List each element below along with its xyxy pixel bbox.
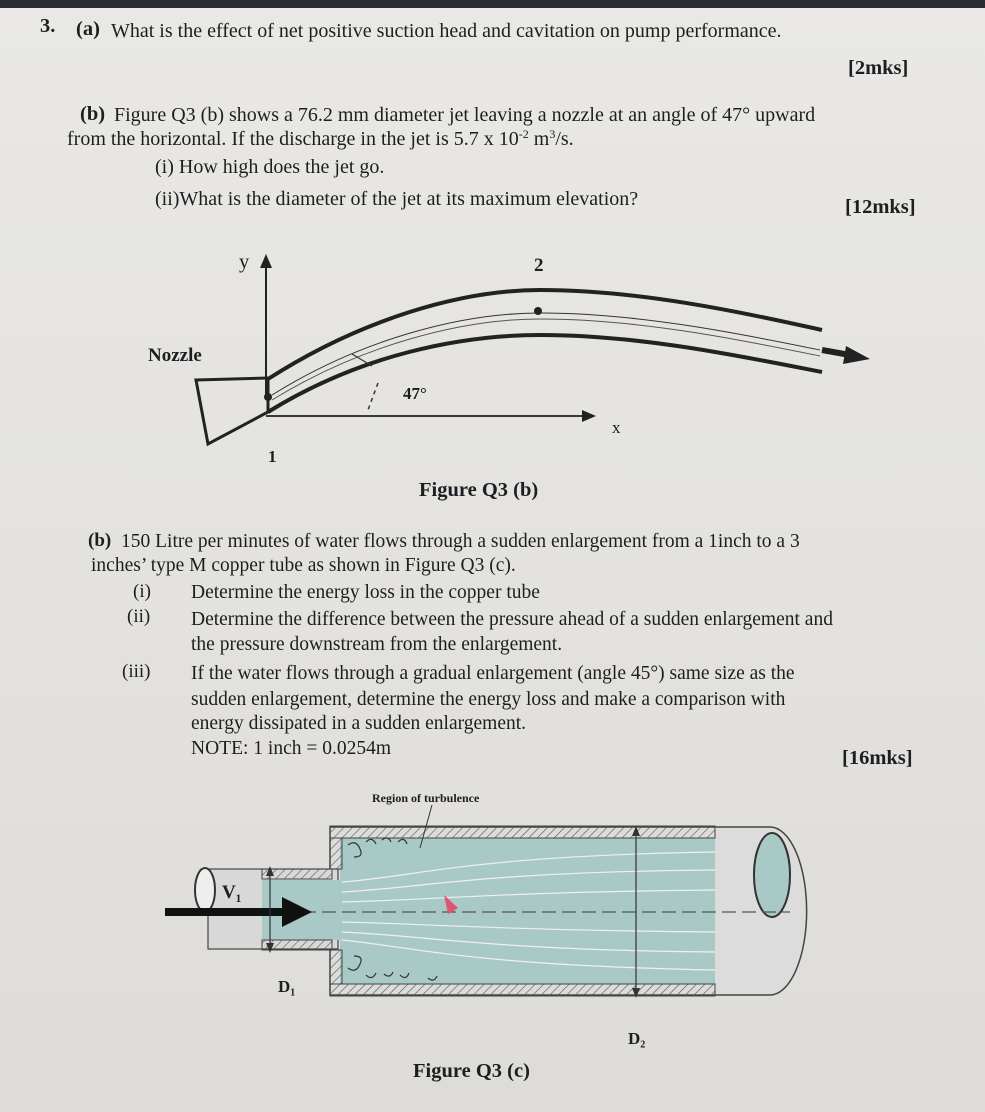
part-b2-iii-line2: sudden enlargement, determine the energy loss and make a comparison with [191, 689, 786, 710]
part-b1-line2-end: /s. [555, 128, 574, 150]
part-b2-marks: [16mks] [842, 747, 913, 769]
d1-label: D₁ [278, 977, 296, 996]
part-a-marks: [2mks] [848, 57, 909, 79]
part-b1-sub-i: (i) How high does the jet go. [155, 156, 385, 178]
part-b1-sub-ii: (ii)What is the diameter of the jet at its maximum elevation? [155, 188, 639, 210]
exponent-1: -2 [518, 127, 529, 141]
exponent-2: 3 [549, 127, 556, 141]
part-b1-line1: Figure Q3 (b) shows a 76.2 mm diameter jet leaving a nozzle at an angle of 47° upward [114, 104, 816, 126]
large-pipe-end [754, 833, 790, 917]
part-b2-ii-line1: Determine the difference between the pressure ahead of a sudden enlargement and [191, 609, 833, 630]
d2-label: D₂ [628, 1029, 646, 1048]
y-axis-label: y [239, 251, 250, 273]
part-b2-iii-line3: energy dissipated in a sudden enlargement. [191, 713, 527, 734]
part-a-text: What is the effect of net positive suction head and cavitation on pump performance. [111, 20, 782, 42]
part-b2-i-text: Determine the energy loss in the copper tube [191, 582, 540, 603]
large-pipe-top-wall [330, 826, 715, 838]
part-b2-iii-line1: If the water flows through a gradual enlargement (angle 45°) same size as the [191, 663, 795, 684]
v1-label: V₁ [222, 882, 242, 903]
part-b2-ii-line2: the pressure downstream from the enlargement. [191, 634, 563, 655]
turbulence-label: Region of turbulence [372, 791, 480, 805]
part-b1-line2-text: from the horizontal. If the discharge in the jet is 5.7 x 10 [67, 128, 519, 150]
point-1-label: 1 [268, 447, 277, 466]
part-b2-iii-label: (iii) [122, 661, 151, 682]
part-b2-ii-label: (ii) [127, 606, 151, 627]
part-b1-line2-unit: m [528, 128, 550, 150]
figure-q3c-caption: Figure Q3 (c) [413, 1060, 530, 1082]
part-b2-line1: 150 Litre per minutes of water flows through a sudden enlargement from a 1inch to a 3 [121, 531, 800, 552]
part-b2-label: (b) [88, 530, 112, 551]
angle-label: 47° [403, 384, 427, 403]
part-b2-line2: inches’ type M copper tube as shown in Figure Q3 (c). [91, 555, 516, 576]
part-b1-label: (b) [80, 103, 106, 125]
x-axis-label: x [612, 418, 621, 437]
nozzle-label: Nozzle [148, 345, 202, 366]
part-a-label: (a) [76, 18, 100, 40]
part-b1-marks: [12mks] [845, 196, 916, 218]
point-2-label: 2 [534, 255, 544, 276]
part-b2-i-label: (i) [133, 581, 151, 602]
question-number: 3. [40, 15, 56, 37]
small-pipe-end [195, 868, 215, 912]
large-pipe-bottom-wall [330, 984, 715, 996]
part-b2-note: NOTE: 1 inch = 0.0254m [191, 738, 392, 759]
figure-q3b-caption: Figure Q3 (b) [419, 479, 539, 501]
